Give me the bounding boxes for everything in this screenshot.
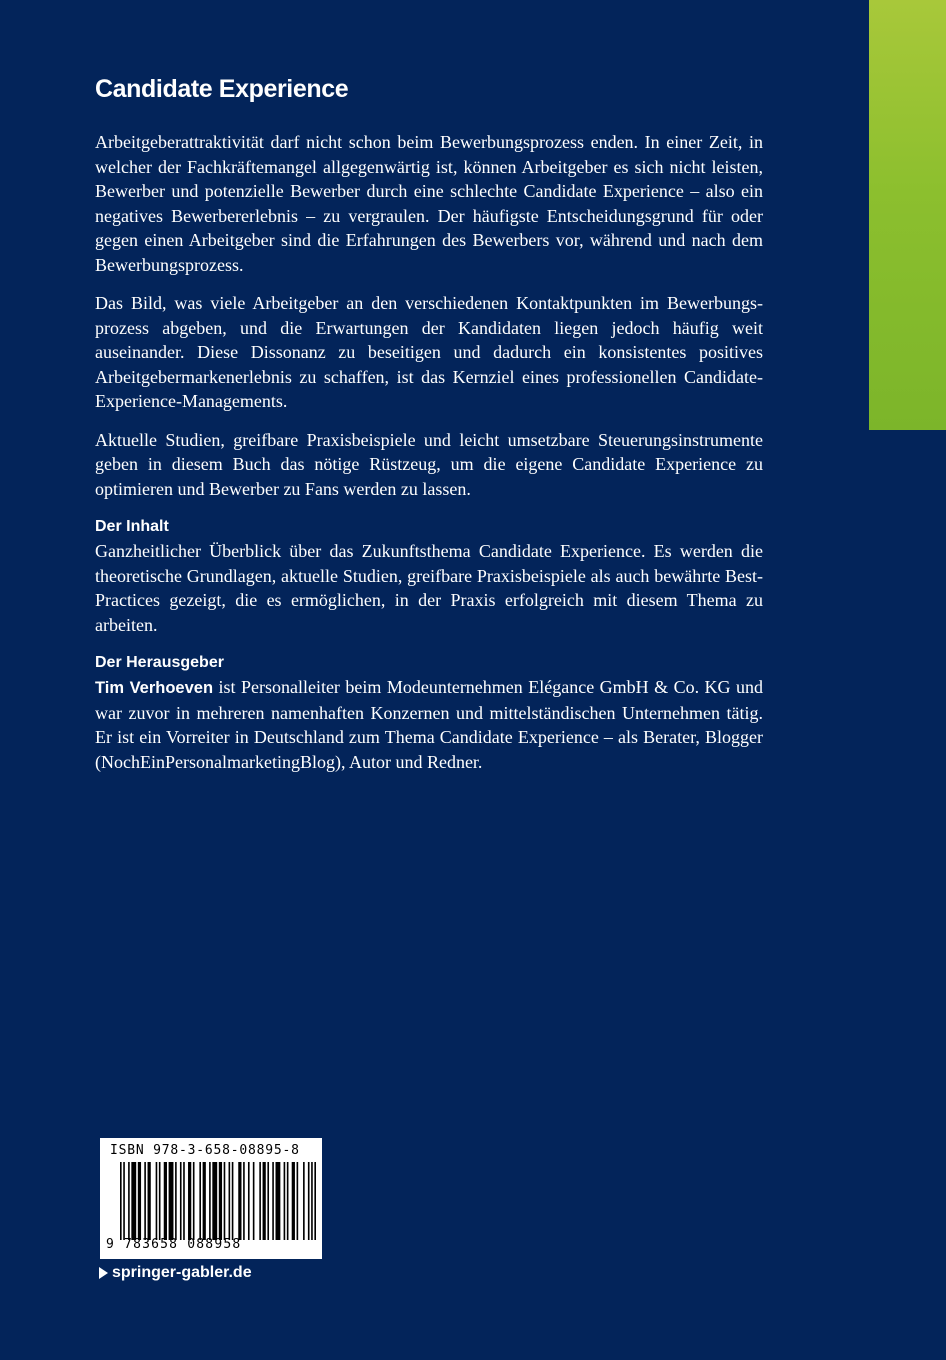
barcode-bar [308,1162,310,1240]
barcode-bar [219,1162,222,1240]
barcode-bar [169,1162,174,1240]
barcode-bar [188,1162,191,1240]
barcode-bar [148,1162,151,1240]
editor-heading: Der Herausgeber [95,654,224,671]
editor-name: Tim Verhoeven [95,679,214,697]
barcode-bar [303,1162,305,1240]
barcode-bar [180,1162,182,1240]
barcode-bar [224,1162,226,1240]
barcode-bar [144,1162,146,1240]
editor-bio-text: ist Personalleiter beim Modeunternehmen Elégance GmbH & Co. KG und war zuvor in mehreren namenhaften Konzernen und mittelständischen Unternehmen tätig. Er ist ein Vorreiter in Deutschland zum Thema Candidate Experience – als Berater, Blogger (NochEinPersonalmarketingBlog), Autor und Redner. [95,677,763,772]
barcode-bar [120,1162,122,1240]
barcode-bar [311,1162,313,1240]
arrow-right-icon [99,1267,108,1279]
barcode-bars [120,1162,316,1240]
barcode-bar [164,1162,167,1240]
barcode-bar [229,1162,231,1240]
barcode-bar [128,1162,130,1240]
intro-paragraph-2: Das Bild, was viele Arbeitgeber an den verschiedenen Kontaktpunkten im Bewerbungsprozess abgeben, und die Erwartungen der Kandidaten liegen jedoch häufig weit auseinander. Diese Dissonanz zu beseitigen und dadurch ein konsistentes positives Arbeitgebermarkenerlebnis zu schaffen, ist das Kernziel eines professionellen Candidate-Experience-Managements. [95,293,763,411]
barcode-bar [292,1162,295,1240]
barcode-bar [238,1162,241,1240]
barcode-bar [314,1162,316,1240]
content-heading: Der Inhalt [95,518,169,535]
barcode-bar [212,1162,217,1240]
book-title: Candidate Experience [95,75,349,103]
barcode-bar [267,1162,269,1240]
barcode-bar [253,1162,255,1240]
publisher-link[interactable] [99,1264,252,1282]
publisher-url: springer-gabler.de [112,1264,252,1281]
barcode-bar [193,1162,195,1240]
content-text: Ganzheitlicher Überblick über das Zukunftsthema Candidate Experience. Es werden die theoretische Grundlagen, aktuelle Studien, greifbare Praxisbeispiele als auch bewährte Best-Practices gezeigt, die es ermöglichen, in der Praxis erfolgreich mit diesem Thema zu arbeiten. [95,541,763,635]
green-accent-bar [869,0,946,430]
back-cover-text [95,72,763,788]
barcode-bar [263,1162,266,1240]
barcode-bar [259,1162,261,1240]
barcode-bar [248,1162,250,1240]
barcode-bar [175,1162,177,1240]
barcode-bar [284,1162,286,1240]
barcode-bar [138,1162,141,1240]
barcode-bar [272,1162,274,1240]
barcode-bar [203,1162,206,1240]
ean-digits: 9 783658 088958 [106,1237,242,1252]
barcode-bar [276,1162,281,1240]
barcode-bar [183,1162,185,1240]
barcode-bar [297,1162,299,1240]
barcode-bar [287,1162,289,1240]
intro-paragraph-3: Aktuelle Studien, greifbare Praxisbeispiele und leicht umsetzbare Steuerungsinstrumente geben in diesem Buch das nötige Rüstzeug, um die eigene Candidate Experience zu optimieren und Bewerber zu Fans werden zu lassen. [95,429,763,499]
barcode-bar [159,1162,161,1240]
barcode-bar [199,1162,201,1240]
editor-bio [95,675,763,774]
barcode-bar [232,1162,234,1240]
barcode-bar [156,1162,158,1240]
barcode-bar [243,1162,245,1240]
isbn-number: ISBN 978-3-658-08895-8 [110,1143,300,1158]
editor-section [95,651,763,774]
barcode-bar [209,1162,211,1240]
intro-paragraph-1: Arbeitgeberattraktivität darf nicht schon beim Bewerbungsprozess enden. In einer Zeit, in welcher der Fachkräftemangel allgegenwärtig ist, können Arbeitgeber es sich nicht leisten, Bewerber und potenzielle Bewerber durch eine schlechte Candidate Experience – also ein negatives Bewerbererlebnis – zu vergraulen. Der häufigste Entscheidungsgrund für oder gegen einen Arbeitgeber sind die Erfahrungen des Bewerbers vor, während und nach dem Bewerbungsprozess. [95,132,763,275]
barcode-bar [123,1162,125,1240]
barcode-bar [131,1162,136,1240]
isbn-barcode [100,1138,322,1259]
content-section [95,515,763,637]
